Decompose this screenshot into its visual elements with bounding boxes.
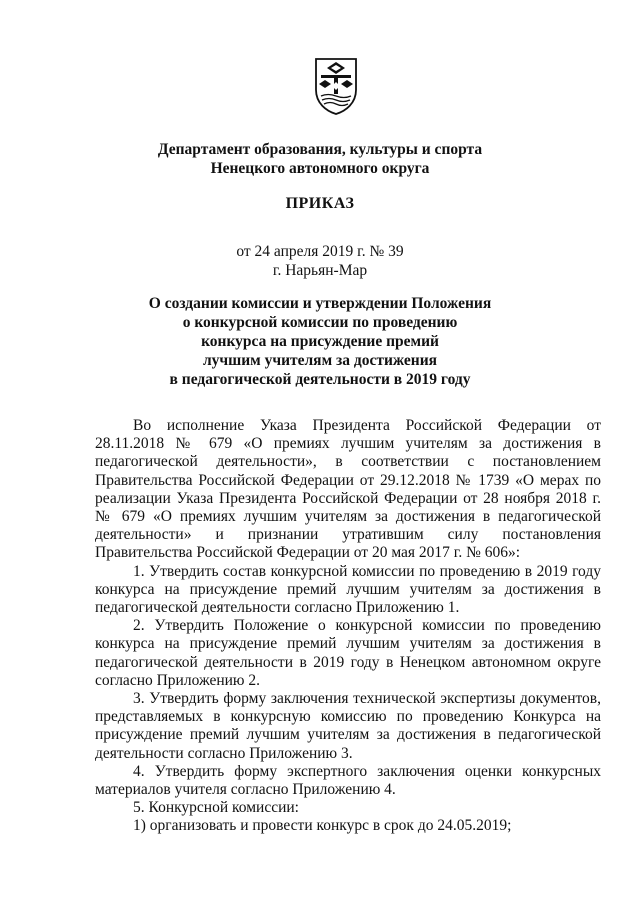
preamble-paragraph: Во исполнение Указа Президента Российской Федерации от 28.11.2018 № 679 «О премиях лучшим учителям за достижения в педагогической деятельности», в соответствии с постановлением Правительства Российской Федерации от 29.12.2018 № 1739 «О мерах по реализации Указа Президента Российской Федерации от 28 ноября 2018 г. № 679 «О премиях лучшим учителям за достижения в педагогической деятельности» и признании утратившим силу постановления Правительства Российской Федерации от 20 мая 2017 г. № 606»: bbox=[95, 417, 601, 562]
order-title: ПРИКАЗ bbox=[285, 195, 355, 212]
item-4-paragraph: 4. Утвердить форму экспертного заключения оценки конкурсных материалов учителя согласно Приложению 4. bbox=[95, 762, 601, 799]
subject-line: О создании комиссии и утверждении Положения bbox=[148, 295, 492, 312]
order-subject bbox=[0, 294, 640, 389]
order-body bbox=[95, 417, 601, 836]
subject-line: конкурса на присуждение премий bbox=[201, 333, 439, 350]
item-5-1-paragraph: 1) организовать и провести конкурс в срок до 24.05.2019; bbox=[133, 817, 512, 835]
subject-line: лучшим учителям за достижения bbox=[202, 352, 438, 369]
item-1-paragraph: 1. Утвердить состав конкурсной комиссии по проведению в 2019 году конкурса на присуждение премий лучшим учителям за достижения в педагогической деятельности согласно Приложению 1. bbox=[95, 562, 601, 617]
department-line-1: Департамент образования, культуры и спорта bbox=[157, 141, 483, 158]
department-line-2: Ненецкого автономного округа bbox=[210, 160, 430, 177]
order-date-number: от 24 апреля 2019 г. № 39 bbox=[236, 243, 404, 260]
item-2-paragraph: 2. Утвердить Положение о конкурсной комиссии по проведению конкурса на присуждение премий лучшим учителям за достижения в педагогической деятельности в 2019 году в Ненецком автономном округе согласно Приложению 2. bbox=[95, 617, 601, 689]
department-name bbox=[0, 140, 640, 178]
item-5-paragraph: 5. Конкурсной комиссии: bbox=[133, 799, 299, 817]
item-3-paragraph: 3. Утвердить форму заключения технической экспертизы документов, представляемых в конкурсную комиссию по проведению Конкурса на присуждение премий лучшим учителям за достижения в педагогической деятельности согласно Приложению 3. bbox=[95, 690, 601, 762]
nenets-coat-of-arms-icon bbox=[313, 56, 359, 116]
order-meta bbox=[0, 242, 640, 280]
order-place: г. Нарьян-Мар bbox=[272, 262, 368, 279]
subject-line: в педагогической деятельности в 2019 году bbox=[169, 371, 471, 388]
subject-line: о конкурсной комиссии по проведению bbox=[182, 314, 458, 331]
